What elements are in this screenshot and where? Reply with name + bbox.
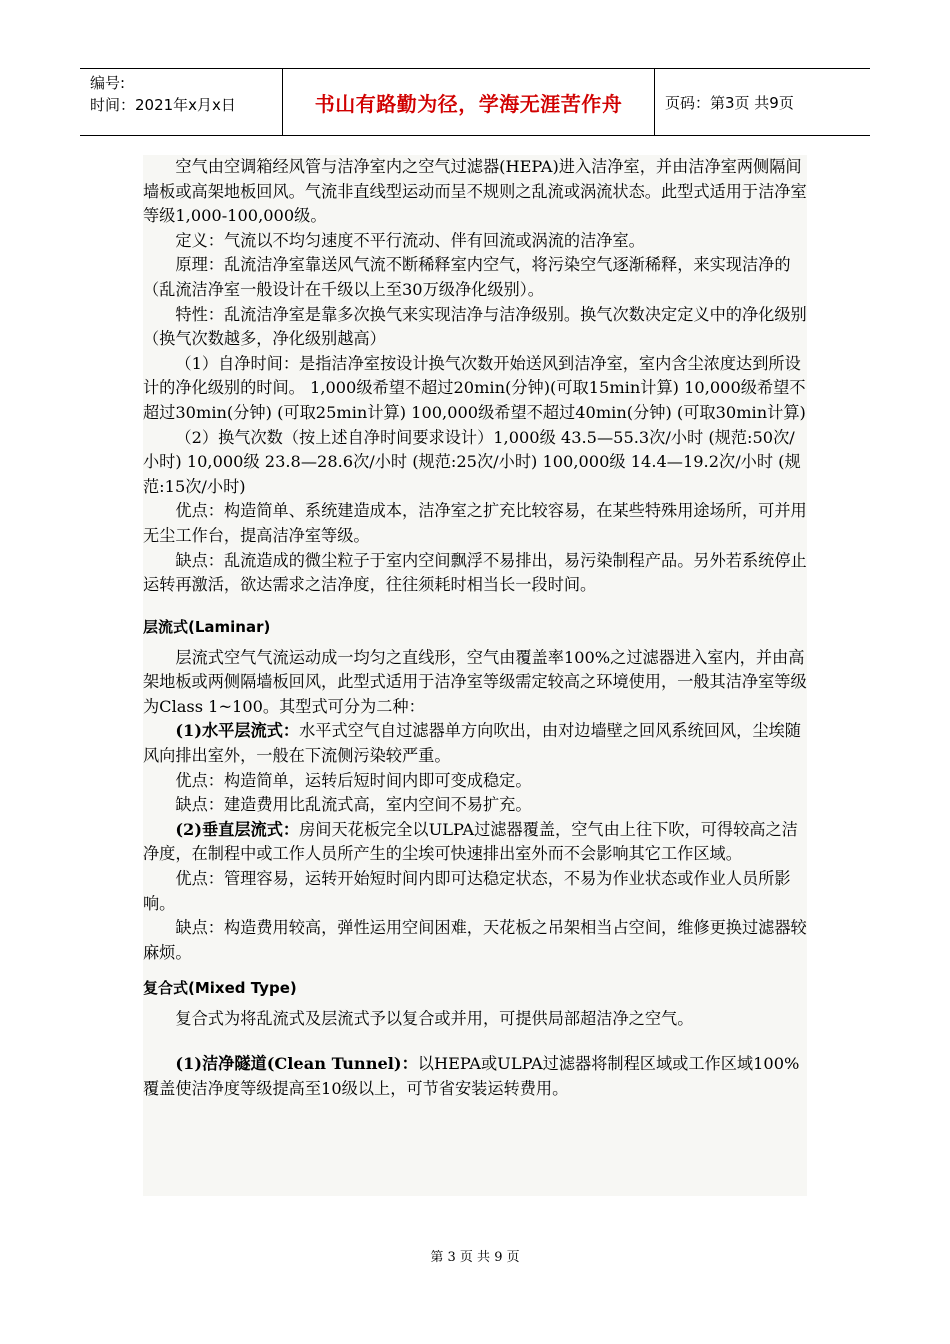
paragraph-clean-tunnel (143, 1052, 807, 1101)
paragraph-self-cleaning-time: （1）自净时间：是指洁净室按设计换气次数开始送风到洁净室，室内含尘浓度达到所设计的净化级别的时间。 1,000级希望不超过20min(分钟)(可取15min计算) 10,000级希望不超过30min(分钟) (可取25min计算) 100,000级希望不超过40min(分钟) (可取30min计算) (143, 353, 806, 422)
paragraph-turbulent-disadvantages: 缺点：乱流造成的微尘粒子于室内空间飘浮不易排出，易污染制程产品。另外若系统停止运转再激活，欲达需求之洁净度，往往须耗时相当长一段时间。 (143, 550, 807, 595)
paragraph-vertical-advantages: 优点：管理容易，运转开始短时间内即可达稳定状态，不易为作业状态或作业人员所影响。 (143, 869, 791, 913)
vertical-laminar-lead: (2)垂直层流式： (175, 819, 300, 839)
paragraph-mixed-intro: 复合式为将乱流式及层流式予以复合或并用，可提供局部超洁净之空气。 (175, 1009, 694, 1029)
document-time-label: 时间：2021年x月x日 (90, 96, 236, 114)
clean-tunnel-lead: (1)洁净隧道(Clean Tunnel)： (175, 1054, 418, 1073)
paragraph-laminar-intro: 层流式空气气流运动成一均匀之直线形，空气由覆盖率100%之过滤器进入室内，并由高架地板或两侧隔墙板回风，此型式适用于洁净室等级需定较高之环境使用，一般其洁净室等级为Class 1~100。其型式可分为二种： (143, 647, 807, 716)
paragraph-vertical-laminar (143, 818, 807, 867)
clean-tunnel-text: 以HEPA或ULPA过滤器将制程区域或工作区域100%覆盖使洁净度等级提高至10级以上，可节省安装运转费用。 (143, 1054, 800, 1098)
vertical-laminar-text: 房间天花板完全以ULPA过滤器覆盖，空气由上往下吹，可得较高之洁净度，在制程中或工作人员所产生的尘埃可快速排出室外而不会影响其它工作区域。 (143, 819, 798, 864)
paragraph-definition: 定义：气流以不均匀速度不平行流动、伴有回流或涡流的洁净室。 (175, 230, 645, 250)
paragraph-characteristics: 特性：乱流洁净室是靠多次换气来实现洁净与洁净级别。换气次数决定定义中的净化级别（换气次数越多，净化级别越高） (143, 304, 807, 349)
paragraph-horizontal-laminar (143, 719, 807, 768)
horizontal-laminar-lead: (1)水平层流式： (175, 721, 300, 741)
horizontal-laminar-text: 水平式空气自过滤器单方向吹出，由对边墙壁之回风系统回风，尘埃随风向排出室外，一般在下流侧污染较严重。 (143, 721, 801, 766)
paragraph-airflow-intro: 空气由空调箱经风管与洁净室内之空气过滤器(HEPA)进入洁净室，并由洁净室两侧隔间墙板或高架地板回风。气流非直线型运动而呈不规则之乱流或涡流状态。此型式适用于洁净室等级1,000-100,000级。 (143, 157, 807, 226)
document-number-label: 编号: (90, 74, 126, 92)
paragraph-air-changes: （2）换气次数（按上述自净时间要求设计）1,000级 43.5—55.3次/小时 (规范:50次/小时) 10,000级 23.8—28.6次/小时 (规范:25次/小时) 100,000级 14.4—19.2次/小时 (规范:15次/小时) (143, 427, 801, 496)
header-motto: 书山有路勤为径，学海无涯苦作舟 (283, 69, 655, 135)
header-page-label: 页码：第3页 共9页 (665, 93, 794, 112)
header-meta (80, 69, 283, 135)
document-body (143, 155, 807, 1196)
paragraph-principle: 原理：乱流洁净室靠送风气流不断稀释室内空气，将污染空气逐渐稀释，来实现洁净的（乱流洁净室一般设计在千级以上至30万级净化级别）。 (143, 255, 791, 299)
paragraph-horizontal-advantages: 优点：构造简单，运转后短时间内即可变成稳定。 (175, 770, 532, 790)
section-heading-laminar: 层流式(Laminar) (143, 617, 271, 636)
page-header (80, 68, 870, 136)
section-heading-mixed: 复合式(Mixed Type) (143, 979, 297, 998)
paragraph-turbulent-advantages: 优点：构造简单、系统建造成本，洁净室之扩充比较容易，在某些特殊用途场所，可并用无尘工作台，提高洁净室等级。 (143, 501, 807, 545)
paragraph-horizontal-disadvantages: 缺点：建造费用比乱流式高，室内空间不易扩充。 (175, 795, 532, 815)
page-footer: 第 3 页 共 9 页 (430, 1250, 520, 1265)
paragraph-vertical-disadvantages: 缺点：构造费用较高，弹性运用空间困难，天花板之吊架相当占空间，维修更换过滤器较麻烦。 (143, 918, 807, 962)
